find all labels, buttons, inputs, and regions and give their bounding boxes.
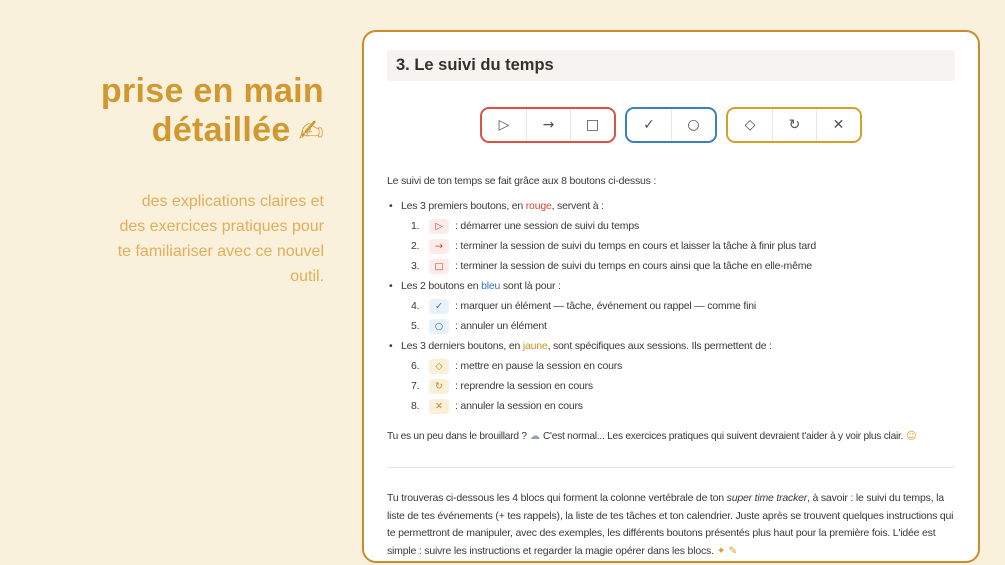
- outro-text-2: , à savoir : le suivi du temps, la liste de tes événements (+ tes rappels), la liste de tes tâches et ton calendrier. Juste après se trouvent quelques instructions qui te permettront de manipuler, avec des exemples, les différents boutons présentés plus haut pour la première fois. L'idée est simple : suivre les instructions et regarder la magie opérer dans les blocs.: [387, 492, 954, 557]
- button-groups-row: [387, 107, 955, 143]
- x-icon: ✕: [832, 117, 845, 133]
- title-line-2: détaillée: [151, 111, 291, 150]
- item-number: 4.: [411, 300, 420, 312]
- bullet-red-suffix: , servent à :: [551, 200, 604, 212]
- fog-cloud-emoji: ☁: [529, 431, 540, 442]
- circle-chip-icon: ○: [429, 319, 449, 334]
- bullet-text-blue: [401, 280, 561, 292]
- wink-emoji: ☺: [906, 431, 917, 442]
- bullet-red-prefix: Les 3 premiers boutons, en: [401, 200, 526, 212]
- bullet-blue-suffix: sont là pour :: [500, 280, 561, 292]
- stop-chip-icon: □: [429, 259, 449, 274]
- item-text: : mettre en pause la session en cours: [455, 360, 623, 372]
- title-line-2-wrap: [0, 111, 324, 150]
- bullet-group-yellow: [387, 336, 955, 356]
- item-number: 6.: [411, 360, 420, 372]
- check-chip-icon: ✓: [429, 299, 449, 314]
- list-item: [411, 256, 955, 276]
- finish-later-button[interactable]: [526, 109, 570, 141]
- content-card: [362, 30, 980, 563]
- item-text: : marquer un élément — tâche, événement ou rappel — comme fini: [455, 300, 757, 312]
- list-item: [411, 356, 955, 376]
- word-bleu: bleu: [481, 280, 501, 292]
- item-number: 1.: [411, 220, 420, 232]
- item-number: 2.: [411, 240, 420, 252]
- list-item: [411, 236, 955, 256]
- resume-button[interactable]: [772, 109, 816, 141]
- list-item: [411, 396, 955, 416]
- item-number: 3.: [411, 260, 420, 272]
- item-text: : démarrer une session de suivi du temps: [455, 220, 640, 232]
- title-line-1: prise en main: [100, 72, 324, 110]
- list-item: [411, 376, 955, 396]
- bullet-group-red: [387, 196, 955, 216]
- bullet-marker: •: [389, 340, 393, 352]
- page-title: [0, 72, 324, 150]
- play-button[interactable]: [482, 109, 526, 141]
- left-panel: [0, 72, 324, 289]
- check-button[interactable]: [627, 109, 671, 141]
- bullet-text-red: [401, 200, 604, 212]
- list-item: [411, 296, 955, 316]
- pause-chip-icon: ◇: [429, 359, 449, 374]
- item-text: : terminer la session de suivi du temps en cours ainsi que la tâche en elle-même: [455, 260, 812, 272]
- bullet-marker: •: [389, 280, 393, 292]
- list-item: [411, 316, 955, 336]
- item-text: : annuler un élément: [455, 320, 547, 332]
- bullet-marker: •: [389, 200, 393, 212]
- intro-paragraph: Le suivi de ton temps se fait grâce aux 8 boutons ci-dessus :: [387, 175, 657, 187]
- outro-italic: super time tracker: [726, 492, 808, 504]
- diamond-icon: ◇: [744, 117, 756, 133]
- list-item: [411, 216, 955, 236]
- word-jaune: jaune: [522, 340, 548, 352]
- yellow-button-group: [726, 107, 862, 143]
- bullet-text-yellow: [401, 340, 772, 352]
- fog-text-2: C'est normal... Les exercices pratiques qui suivent devraient t'aider à y voir plus clair.: [542, 431, 904, 442]
- pause-button[interactable]: [728, 109, 772, 141]
- bullet-blue-prefix: Les 2 boutons en: [401, 280, 482, 292]
- fog-text-1: Tu es un peu dans le brouillard ?: [387, 431, 527, 442]
- resume-chip-icon: ↻: [429, 379, 449, 394]
- outro-text-1: Tu trouveras ci-dessous les 4 blocs qui forment la colonne vertébrale de ton: [387, 492, 727, 504]
- bullet-yellow-suffix: , sont spécifiques aux sessions. Ils permettent de :: [547, 340, 772, 352]
- play-chip-icon: ▷: [429, 219, 449, 234]
- outro-paragraph: [387, 490, 955, 560]
- arrow-right-icon: →: [542, 117, 555, 133]
- item-number: 5.: [411, 320, 420, 332]
- word-rouge: rouge: [525, 200, 552, 212]
- check-icon: ✓: [643, 117, 655, 133]
- redo-icon: ↻: [788, 117, 801, 133]
- item-text: : reprendre la session en cours: [455, 380, 593, 392]
- intro-subtitle: des explications claires et des exercices pratiques pour te familiariser avec ce nouvel outil.: [117, 193, 324, 285]
- item-text: : annuler la session en cours: [455, 400, 583, 412]
- section-heading-text: 3. Le suivi du temps: [396, 56, 554, 74]
- item-number: 7.: [411, 380, 420, 392]
- cancel-chip-icon: ✕: [429, 399, 449, 414]
- red-button-group: [480, 107, 616, 143]
- bullet-group-blue: [387, 276, 955, 296]
- stop-icon: □: [585, 117, 600, 133]
- blue-button-group: [625, 107, 717, 143]
- divider: [387, 467, 955, 468]
- item-number: 8.: [411, 400, 420, 412]
- sparkles-wand-icon: ✦ ✎: [716, 544, 738, 557]
- cancel-item-button[interactable]: [671, 109, 715, 141]
- arrow-chip-icon: →: [429, 239, 449, 254]
- cancel-session-button[interactable]: [816, 109, 860, 141]
- fog-paragraph: [387, 428, 973, 445]
- bullet-yellow-prefix: Les 3 derniers boutons, en: [401, 340, 523, 352]
- circle-icon: ○: [687, 117, 700, 133]
- play-icon: ▷: [498, 117, 510, 133]
- buttons-explanation-list: [387, 196, 955, 416]
- section-heading: [387, 50, 955, 81]
- item-text: : terminer la session de suivi du temps en cours et laisser la tâche à finir plus tard: [455, 240, 816, 252]
- writing-hand-icon: ✍: [298, 114, 324, 150]
- stop-button[interactable]: [570, 109, 614, 141]
